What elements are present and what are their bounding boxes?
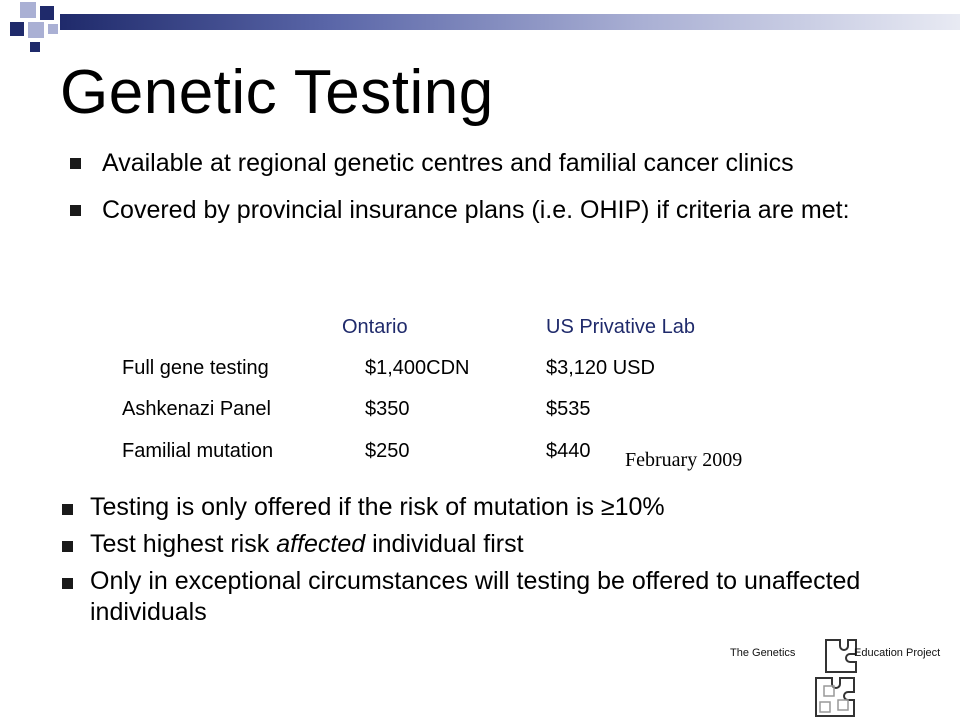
decor-square <box>30 42 40 52</box>
table-cell-us-lab: $440 <box>546 440 591 462</box>
bullet-item <box>66 145 936 182</box>
table-cell-us-lab: $535 <box>546 398 591 420</box>
square-bullet-icon <box>70 158 81 169</box>
bullet-text: Testing is only offered if the risk of mutation is ≥10% <box>90 493 665 521</box>
square-bullet-icon <box>62 541 73 552</box>
decor-square <box>10 22 24 36</box>
bullet-text: Only in exceptional circumstances will testing be offered to unaffected individuals <box>90 567 861 626</box>
decorative-header-strip <box>0 0 960 56</box>
table-cell-test: Ashkenazi Panel <box>122 398 271 420</box>
decor-square <box>28 22 44 38</box>
bottom-bullet-list <box>58 492 918 628</box>
bullet-item <box>58 566 918 628</box>
top-bullet-list <box>66 145 936 233</box>
genetics-education-project-logo <box>720 636 960 720</box>
bullet-item <box>66 188 936 233</box>
bullet-text: Covered by provincial insurance plans (i.e. OHIP) if criteria are met: <box>102 196 850 224</box>
table-header-us-lab: US Privative Lab <box>546 316 695 338</box>
slide-title: Genetic Testing <box>60 58 494 127</box>
logo-text-left: The Genetics <box>730 647 796 659</box>
logo-text-right: Education Project <box>854 647 941 659</box>
table-cell-us-lab: $3,120 USD <box>546 357 655 379</box>
decor-square <box>48 24 58 34</box>
square-bullet-icon <box>70 205 81 216</box>
bullet-text: Available at regional genetic centres and familial cancer clinics <box>102 149 794 177</box>
bullet-text-emphasis: affected <box>276 530 366 558</box>
decor-square <box>40 6 54 20</box>
table-cell-test: Familial mutation <box>122 440 274 462</box>
table-header-ontario: Ontario <box>342 316 408 338</box>
bullet-item <box>58 492 918 523</box>
decor-square <box>20 2 36 18</box>
table-cell-test: Full gene testing <box>122 357 269 379</box>
bullet-text-pre: Test highest risk <box>90 530 277 558</box>
header-gradient-band <box>60 14 960 30</box>
bullet-item <box>58 529 918 560</box>
date-note: February 2009 <box>625 449 743 471</box>
table-cell-ontario: $250 <box>365 440 410 462</box>
square-bullet-icon <box>62 578 73 589</box>
table-cell-ontario: $350 <box>365 398 410 420</box>
square-bullet-icon <box>62 504 73 515</box>
bullet-text-post: individual first <box>365 530 524 558</box>
table-cell-ontario: $1,400CDN <box>365 357 470 379</box>
